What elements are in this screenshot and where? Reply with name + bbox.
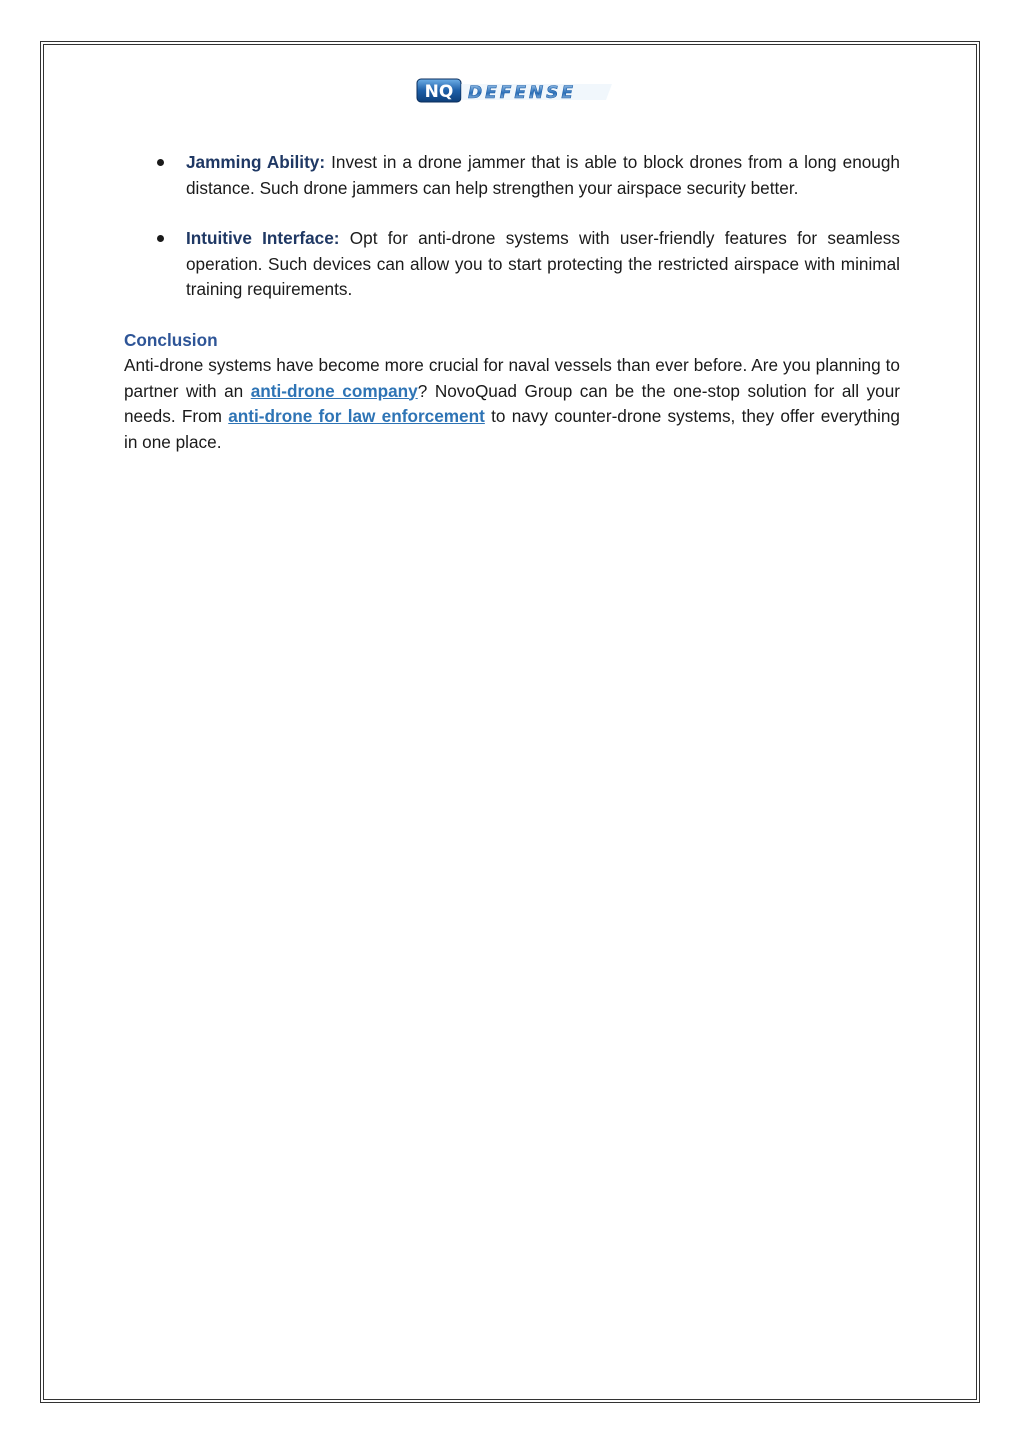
bullet-term: Intuitive Interface:	[186, 228, 340, 248]
document-body	[124, 150, 900, 455]
bullet-icon	[157, 235, 164, 242]
bullet-item-jamming	[124, 150, 900, 201]
conclusion-text-3: to navy counter-drone systems, they offer everything in one place.	[124, 406, 900, 452]
bullet-term: Jamming Ability:	[186, 152, 326, 172]
feature-bullet-list	[124, 150, 900, 303]
conclusion-text-2: ? NovoQuad Group can be the one-stop solution for all your needs. From	[124, 380, 901, 426]
anti-drone-company-link[interactable]: anti-drone company	[250, 380, 418, 401]
nq-defense-logo	[416, 77, 616, 105]
bullet-text: Invest in a drone jammer that is able to block drones from a long enough distance. Such drone jammers can help strengthen your airspace security better.	[186, 152, 900, 198]
conclusion-heading: Conclusion	[124, 329, 218, 350]
anti-drone-law-enforcement-link[interactable]: anti-drone for law enforcement	[228, 406, 485, 426]
conclusion-text-1: Anti-drone systems have become more crucial for naval vessels than ever before. Are you planning to partner with an	[124, 355, 900, 401]
bullet-text: Opt for anti-drone systems with user-friendly features for seamless operation. Such devices can allow you to start protecting the restricted airspace with minimal training requirements.	[186, 228, 900, 299]
conclusion-paragraph	[124, 353, 900, 455]
logo-badge-text: NQ	[424, 82, 454, 102]
bullet-icon	[157, 159, 164, 166]
logo-word-text: DEFENSE	[468, 83, 577, 103]
bullet-item-interface	[124, 226, 900, 303]
